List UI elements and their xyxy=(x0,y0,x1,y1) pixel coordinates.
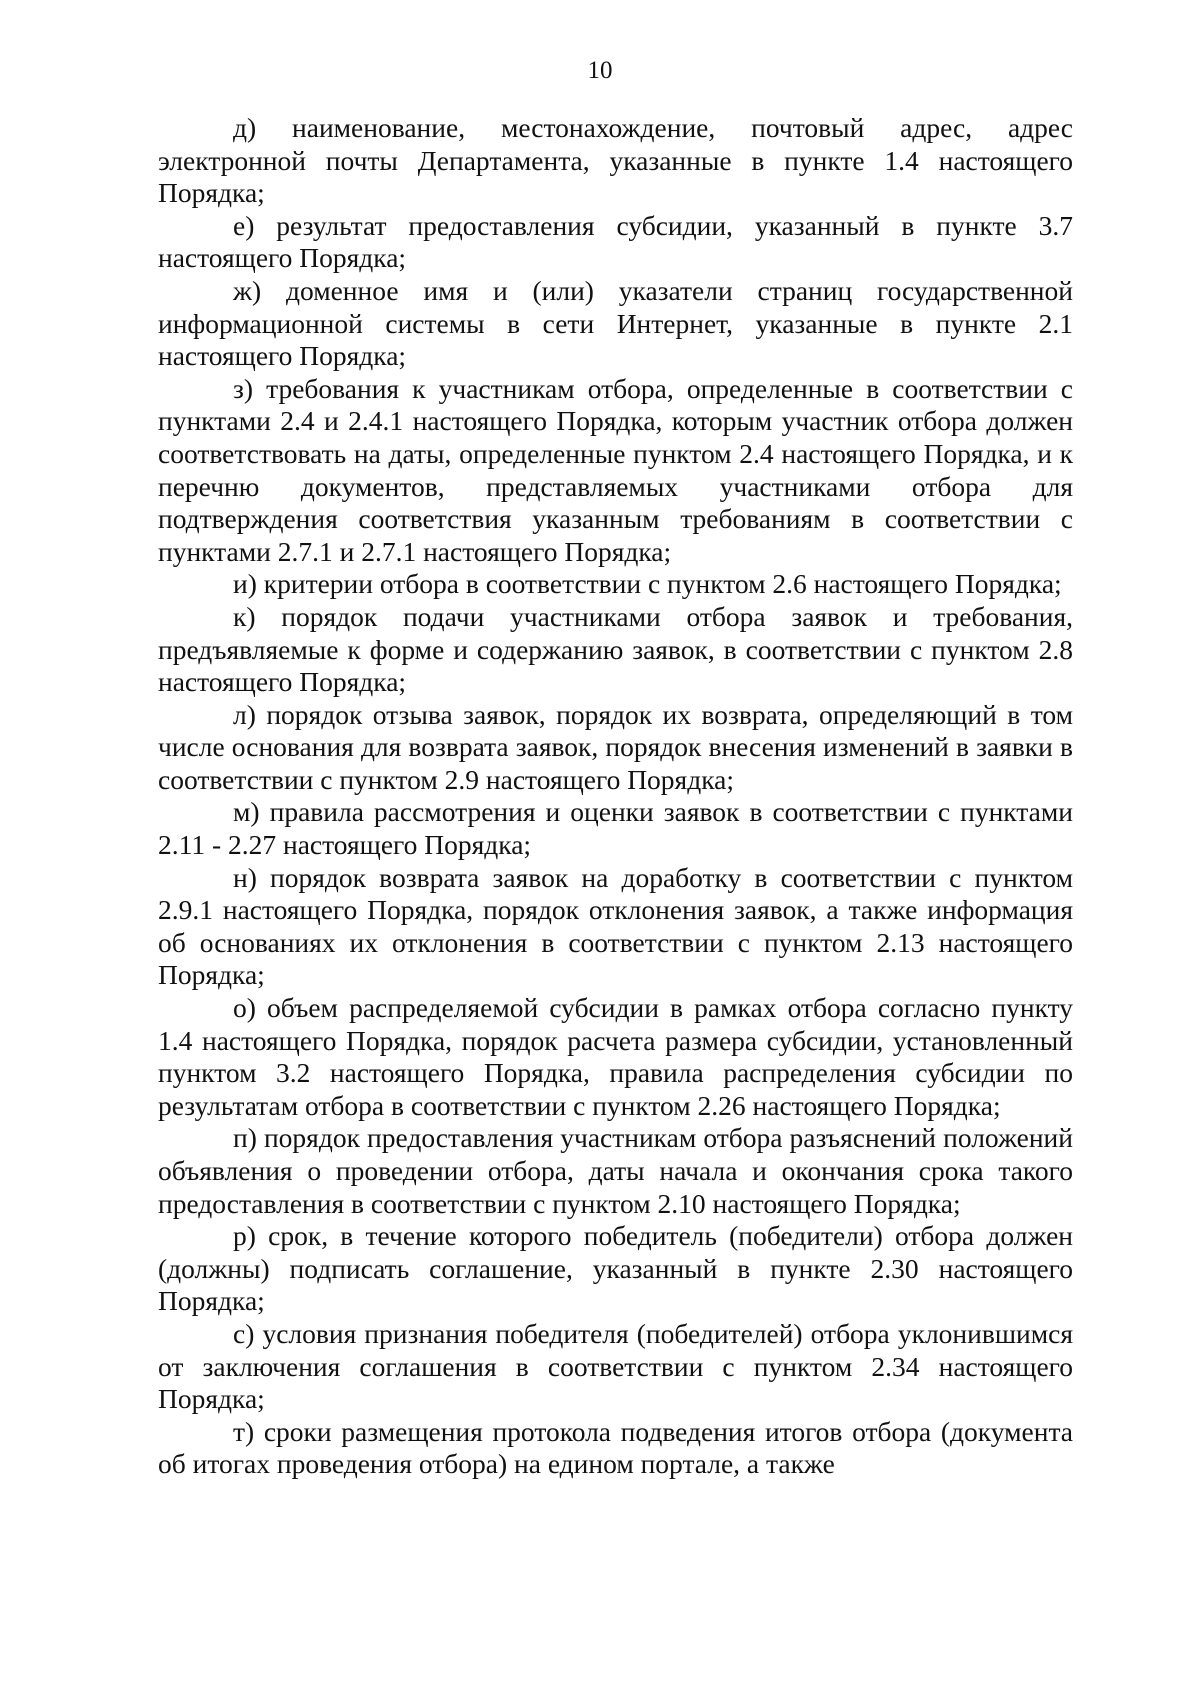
paragraph-n: н) порядок возврата заявок на доработку в соответствии с пунктом 2.9.1 настоящего Порядка, порядок отклонения заявок, а также информация об основаниях их отклонения в соответствии с пунктом 2.13 настоящего Порядка; xyxy=(158,861,1073,991)
paragraph-zh: ж) доменное имя и (или) указатели страниц государственной информационной системы в сети Интернет, указанные в пункте 2.1 настоящего Порядка; xyxy=(158,274,1073,372)
paragraph-i: и) критерии отбора в соответствии с пунктом 2.6 настоящего Порядка; xyxy=(233,568,1062,600)
paragraph-s: с) условия признания победителя (победителей) отбора уклонившимся от заключения соглашения в соответствии с пунктом 2.34 настоящего Порядка; xyxy=(158,1317,1073,1415)
paragraph-t: т) сроки размещения протокола подведения итогов отбора (документа об итогах проведения отбора) на едином портале, а также xyxy=(158,1415,1073,1480)
paragraph-l: л) порядок отзыва заявок, порядок их возврата, определяющий в том числе основания для возврата заявок, порядок внесения изменений в заявки в соответствии с пунктом 2.9 настоящего Порядка; xyxy=(158,698,1073,795)
paragraph-p: п) порядок предоставления участникам отбора разъяснений положений объявления о проведении отбора, даты начала и окончания срока такого предоставления в соответствии с пунктом 2.10 настоящего Порядка; xyxy=(158,1122,1073,1219)
paragraph-d: д) наименование, местонахождение, почтовый адрес, адрес электронной почты Департамента, указанные в пункте 1.4 настоящего Порядка; xyxy=(158,112,1073,209)
paragraph-o: о) объем распределяемой субсидии в рамках отбора согласно пункту 1.4 настоящего Порядка, порядок расчета размера субсидии, установленный пунктом 3.2 настоящего Порядка, правила распределения субсидии по результатам отбора в соответствии с пунктом 2.26 настоящего Порядка; xyxy=(158,992,1073,1121)
paragraph-k: к) порядок подачи участниками отбора заявок и требования, предъявляемые к форме и содержанию заявок, в соответствии с пунктом 2.8 настоящего Порядка; xyxy=(158,600,1073,698)
paragraph-r: р) срок, в течение которого победитель (победители) отбора должен (должны) подписать соглашение, указанный в пункте 2.30 настоящего Порядка; xyxy=(158,1220,1073,1317)
document-body xyxy=(158,112,1073,1481)
paragraph-e: е) результат предоставления субсидии, указанный в пункте 3.7 настоящего Порядка; xyxy=(158,209,1073,274)
page-number: 10 xyxy=(587,57,613,84)
paragraph-m: м) правила рассмотрения и оценки заявок в соответствии с пунктами 2.11 - 2.27 настоящего Порядка; xyxy=(158,796,1073,861)
paragraph-z: з) требования к участникам отбора, определенные в соответствии с пунктами 2.4 и 2.4.1 настоящего Порядка, которым участник отбора должен соответствовать на даты, определенные пунктом 2.4 настоящего Порядка, и к перечню документов, представляемых участниками отбора для подтверждения соответствия указанным требованиям в соответствии с пунктами 2.7.1 и 2.7.1 настоящего Порядка; xyxy=(158,372,1073,567)
